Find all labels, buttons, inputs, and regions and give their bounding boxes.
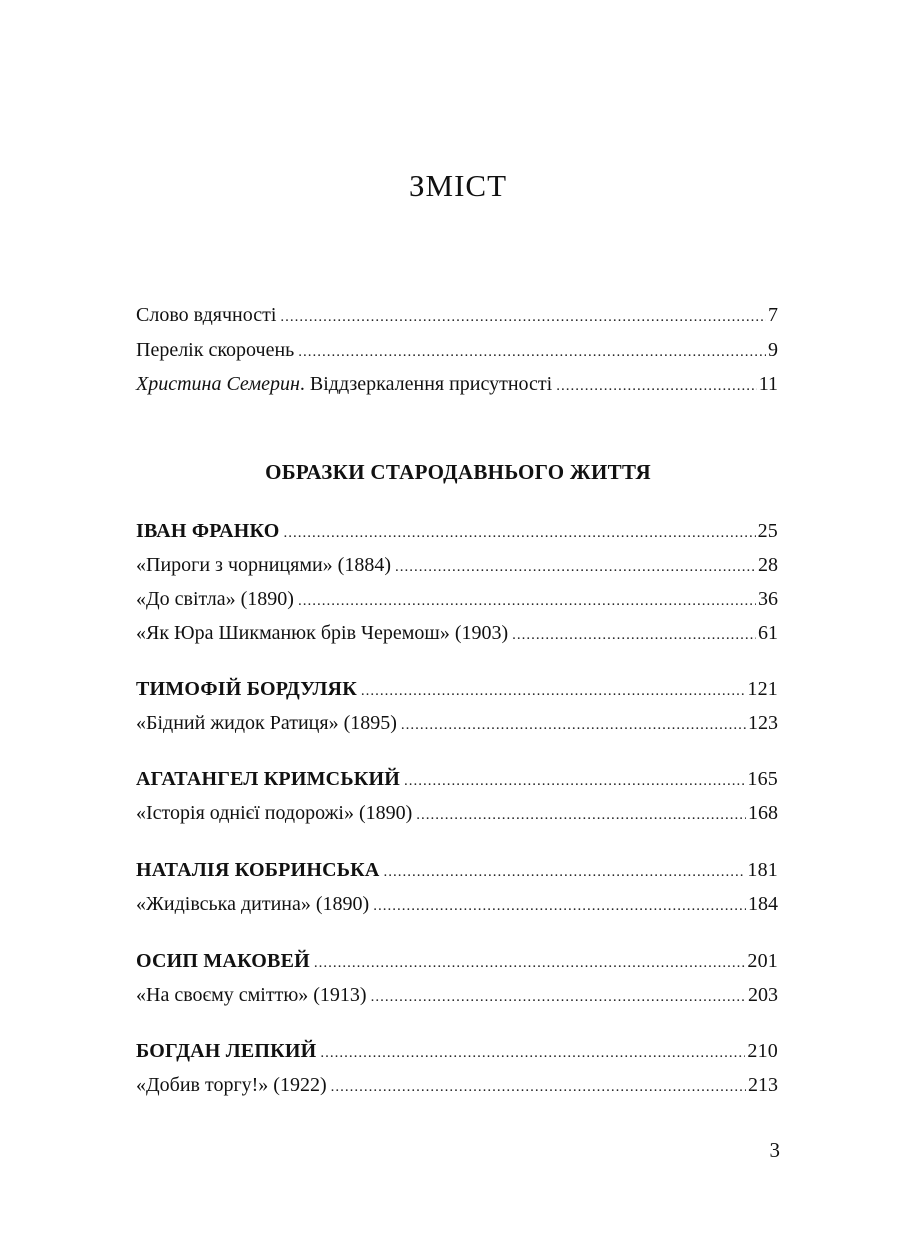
dot-leader xyxy=(298,339,766,365)
toc-work-entry[interactable] xyxy=(136,800,778,828)
dot-leader xyxy=(373,893,746,919)
toc-work-page: 168 xyxy=(748,802,778,824)
dot-leader xyxy=(361,678,745,704)
dot-leader xyxy=(401,712,746,738)
section-title: ОБРАЗКИ СТАРОДАВНЬОГО ЖИТТЯ xyxy=(265,460,651,484)
toc-author-name: ТИМОФІЙ БОРДУЛЯК xyxy=(136,678,357,700)
toc-author-page: 121 xyxy=(747,678,778,700)
toc-author-page: 25 xyxy=(757,520,778,542)
toc-author-name: ІВАН ФРАНКО xyxy=(136,520,280,542)
toc-work-label: «Пироги з чорницями» (1884) xyxy=(136,554,391,576)
toc-author-page: 181 xyxy=(747,859,778,881)
toc-work-page: 213 xyxy=(748,1074,778,1096)
toc-entry-introduction[interactable] xyxy=(136,371,778,399)
toc-entry-label: Слово вдячності xyxy=(136,304,277,326)
dot-leader xyxy=(395,554,756,580)
toc-work-label: «На своєму сміттю» (1913) xyxy=(136,984,367,1006)
dot-leader xyxy=(512,622,756,648)
toc-work-entry[interactable] xyxy=(136,891,778,919)
toc-work-label: «Бідний жидок Ратиця» (1895) xyxy=(136,712,397,734)
toc-author-name: НАТАЛІЯ КОБРИНСЬКА xyxy=(136,859,380,881)
toc-work-entry[interactable] xyxy=(136,710,778,738)
toc-work-page: 61 xyxy=(758,622,778,644)
toc-work-page: 203 xyxy=(748,984,778,1006)
dot-leader xyxy=(283,520,755,546)
toc-entry-acknowledgements[interactable] xyxy=(136,302,778,330)
toc-entry-page: 7 xyxy=(768,304,778,326)
toc-work-entry[interactable] xyxy=(136,620,778,648)
toc-work-page: 36 xyxy=(758,588,778,610)
dot-leader xyxy=(416,802,746,828)
toc-author-kobrynska[interactable] xyxy=(136,857,778,885)
toc-work-entry[interactable] xyxy=(136,552,778,580)
toc-work-label: «До світла» (1890) xyxy=(136,588,294,610)
dot-leader xyxy=(556,373,757,399)
toc-author-makovei[interactable] xyxy=(136,948,778,976)
toc-work-page: 123 xyxy=(748,712,778,734)
toc-entry-author-italic: Христина Семерин xyxy=(136,373,300,395)
toc-work-label: «Історія однієї подорожі» (1890) xyxy=(136,802,413,824)
toc-entry-label-rest: . Віддзеркалення присутності xyxy=(299,373,553,395)
dot-leader xyxy=(371,984,746,1010)
dot-leader xyxy=(298,588,756,614)
toc-work-entry[interactable] xyxy=(136,1072,778,1100)
toc-author-name: БОГДАН ЛЕПКИЙ xyxy=(136,1040,317,1062)
dot-leader xyxy=(383,859,745,885)
dot-leader xyxy=(314,950,746,976)
toc-work-page: 184 xyxy=(748,893,778,915)
toc-work-label: «Як Юра Шикманюк брів Черемош» (1903) xyxy=(136,622,509,644)
toc-work-entry[interactable] xyxy=(136,586,778,614)
toc-author-page: 201 xyxy=(747,950,778,972)
page-title: ЗМІСТ xyxy=(408,168,508,203)
toc-author-lepky[interactable] xyxy=(136,1038,778,1066)
dot-leader xyxy=(280,304,766,330)
toc-work-page: 28 xyxy=(758,554,778,576)
toc-author-name: ОСИП МАКОВЕЙ xyxy=(136,950,310,972)
page-number: 3 xyxy=(769,1138,780,1162)
dot-leader xyxy=(404,768,745,794)
toc-author-page: 165 xyxy=(747,768,778,790)
toc-entry-label: Перелік скорочень xyxy=(136,339,295,361)
toc-work-label: «Добив торгу!» (1922) xyxy=(136,1074,327,1096)
dot-leader xyxy=(320,1040,745,1066)
toc-author-name: АГАТАНГЕЛ КРИМСЬКИЙ xyxy=(136,768,400,790)
dot-leader xyxy=(331,1074,746,1100)
toc-entry-label xyxy=(136,371,552,397)
toc-entry-abbreviations[interactable] xyxy=(136,337,778,365)
toc-work-label: «Жидівська дитина» (1890) xyxy=(136,893,370,915)
toc-author-bordulyak[interactable] xyxy=(136,676,778,704)
toc-author-franko[interactable] xyxy=(136,518,778,546)
toc-author-page: 210 xyxy=(747,1040,778,1062)
toc-author-krymsky[interactable] xyxy=(136,766,778,794)
toc-entry-page: 11 xyxy=(758,373,778,395)
toc-entry-page: 9 xyxy=(768,339,778,361)
toc-work-entry[interactable] xyxy=(136,982,778,1010)
